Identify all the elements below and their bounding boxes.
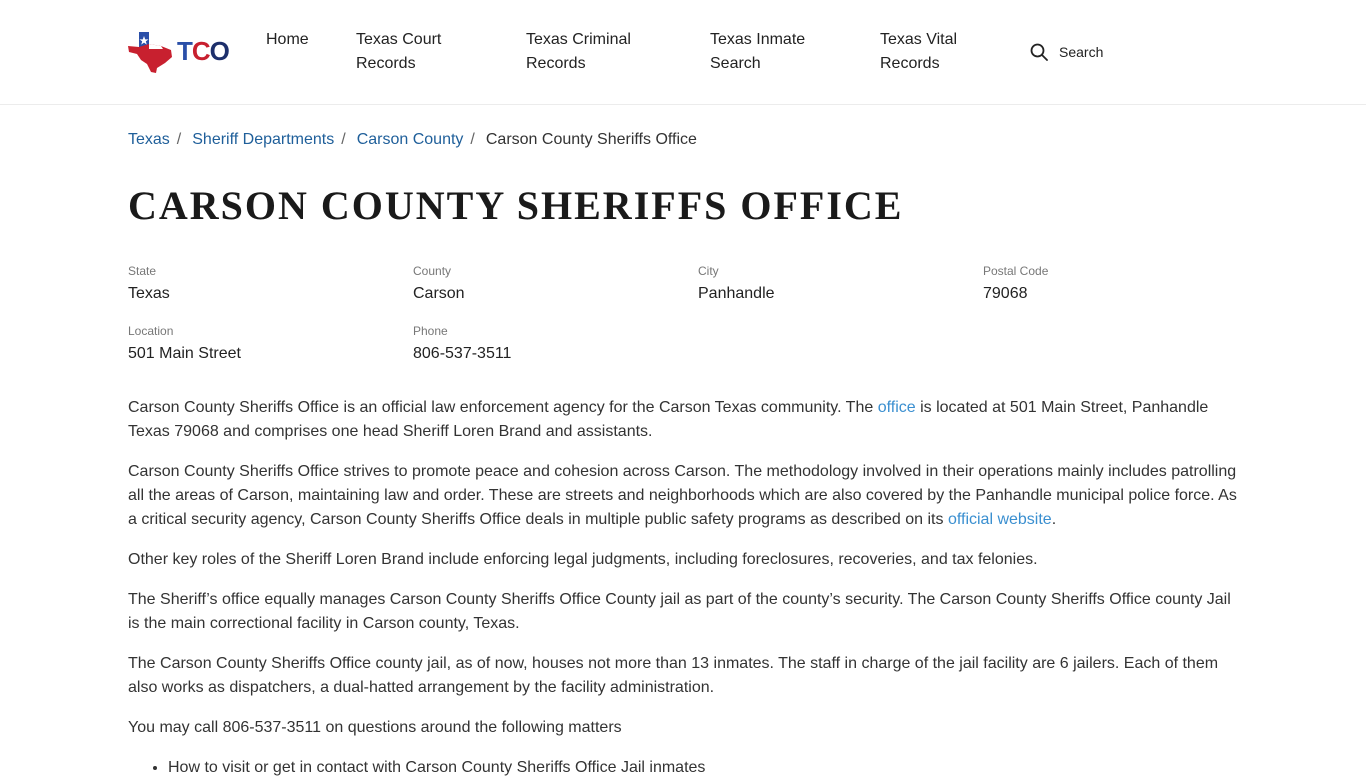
info-state-value: Texas [128,285,170,302]
paragraph-call: You may call 806-537-3511 on questions around the following matters [128,719,622,736]
info-city [698,263,958,304]
info-state-label: State [128,264,157,278]
site-header [0,0,1366,105]
breadcrumb-texas[interactable]: Texas [128,131,170,148]
paragraph-inmates: The Carson County Sheriffs Office county jail, as of now, houses not more than 13 inmates. The staff in charge of the jail facility are 6 jailers. Each of them also works as dispatchers, a dual-hatted arrangement by the facility administration. [128,655,1219,696]
paragraph-operations: Carson County Sheriffs Office strives to promote peace and cohesion across Carson. The methodology involved in their operations mainly includes patrolling all the areas of Carson, maintaining law and order. These are streets and neighborhoods which are also covered by the Panhandle municipal police force. As a critical security agency, Carson County Sheriffs Office deals in multiple public safety programs as described on its official website. [128,463,1237,528]
nav-texas-inmate-search[interactable]: Texas Inmate Search [710,31,806,72]
breadcrumb-separator: / [470,131,475,148]
official-website-link[interactable]: official website [947,511,1052,528]
info-postal-code-label: Postal Code [983,264,1049,278]
paragraph-jail: The Sheriff’s office equally manages Carson County Sheriffs Office County jail as part of the county’s security. The Carson County Sheriffs Office county Jail is the main correctional facility in Carson county, Texas. [128,591,1231,632]
info-phone [413,323,673,364]
breadcrumb-current: Carson County Sheriffs Office [485,131,697,148]
matters-list [128,756,1240,780]
info-city-label: City [698,264,719,278]
breadcrumb-carson-county[interactable]: Carson County [356,131,464,148]
info-location [128,323,388,364]
paragraph-intro: Carson County Sheriffs Office is an official law enforcement agency for the Carson Texas community. The office is located at 501 Main Street, Panhandle Texas 79068 and comprises one head Sheriff Loren Brand and assistants. [128,399,1209,440]
breadcrumb-separator: / [176,131,182,148]
nav-texas-court-records[interactable]: Texas Court Records [356,31,442,72]
info-county [413,263,673,304]
article-body [128,396,1240,780]
nav-home[interactable]: Home [266,31,309,48]
info-location-value: 501 Main Street [128,345,241,362]
info-state [128,263,388,304]
office-link[interactable]: office [877,399,916,416]
info-postal-code-value: 79068 [983,285,1028,302]
breadcrumb [128,129,697,151]
list-item: • How to visit or get in contact with Carson County Sheriffs Office Jail inmates [168,756,1240,780]
breadcrumb-sheriff-departments[interactable]: Sheriff Departments [192,131,335,148]
info-county-value: Carson [413,285,465,302]
info-location-label: Location [128,324,174,338]
info-phone-value: 806-537-3511 [413,345,512,362]
search-button[interactable] [1030,41,1103,63]
texas-flag-map-icon [127,30,175,74]
info-phone-label: Phone [413,324,448,338]
logo-text: TCO [177,36,229,66]
nav-texas-criminal-records[interactable]: Texas Criminal Records [526,31,631,72]
search-label: Search [1059,44,1104,60]
nav-texas-vital-records[interactable]: Texas Vital Records [880,31,958,72]
paragraph-roles: Other key roles of the Sheriff Loren Brand include enforcing legal judgments, including foreclosures, recoveries, and tax felonies. [128,551,1038,568]
info-county-label: County [413,264,452,278]
info-city-value: Panhandle [698,285,775,302]
page-title: CARSON COUNTY SHERIFFS OFFICE [128,183,904,228]
site-logo[interactable] [127,30,227,74]
search-icon [1030,43,1048,61]
info-postal-code [983,263,1243,304]
breadcrumb-separator: / [341,131,346,148]
